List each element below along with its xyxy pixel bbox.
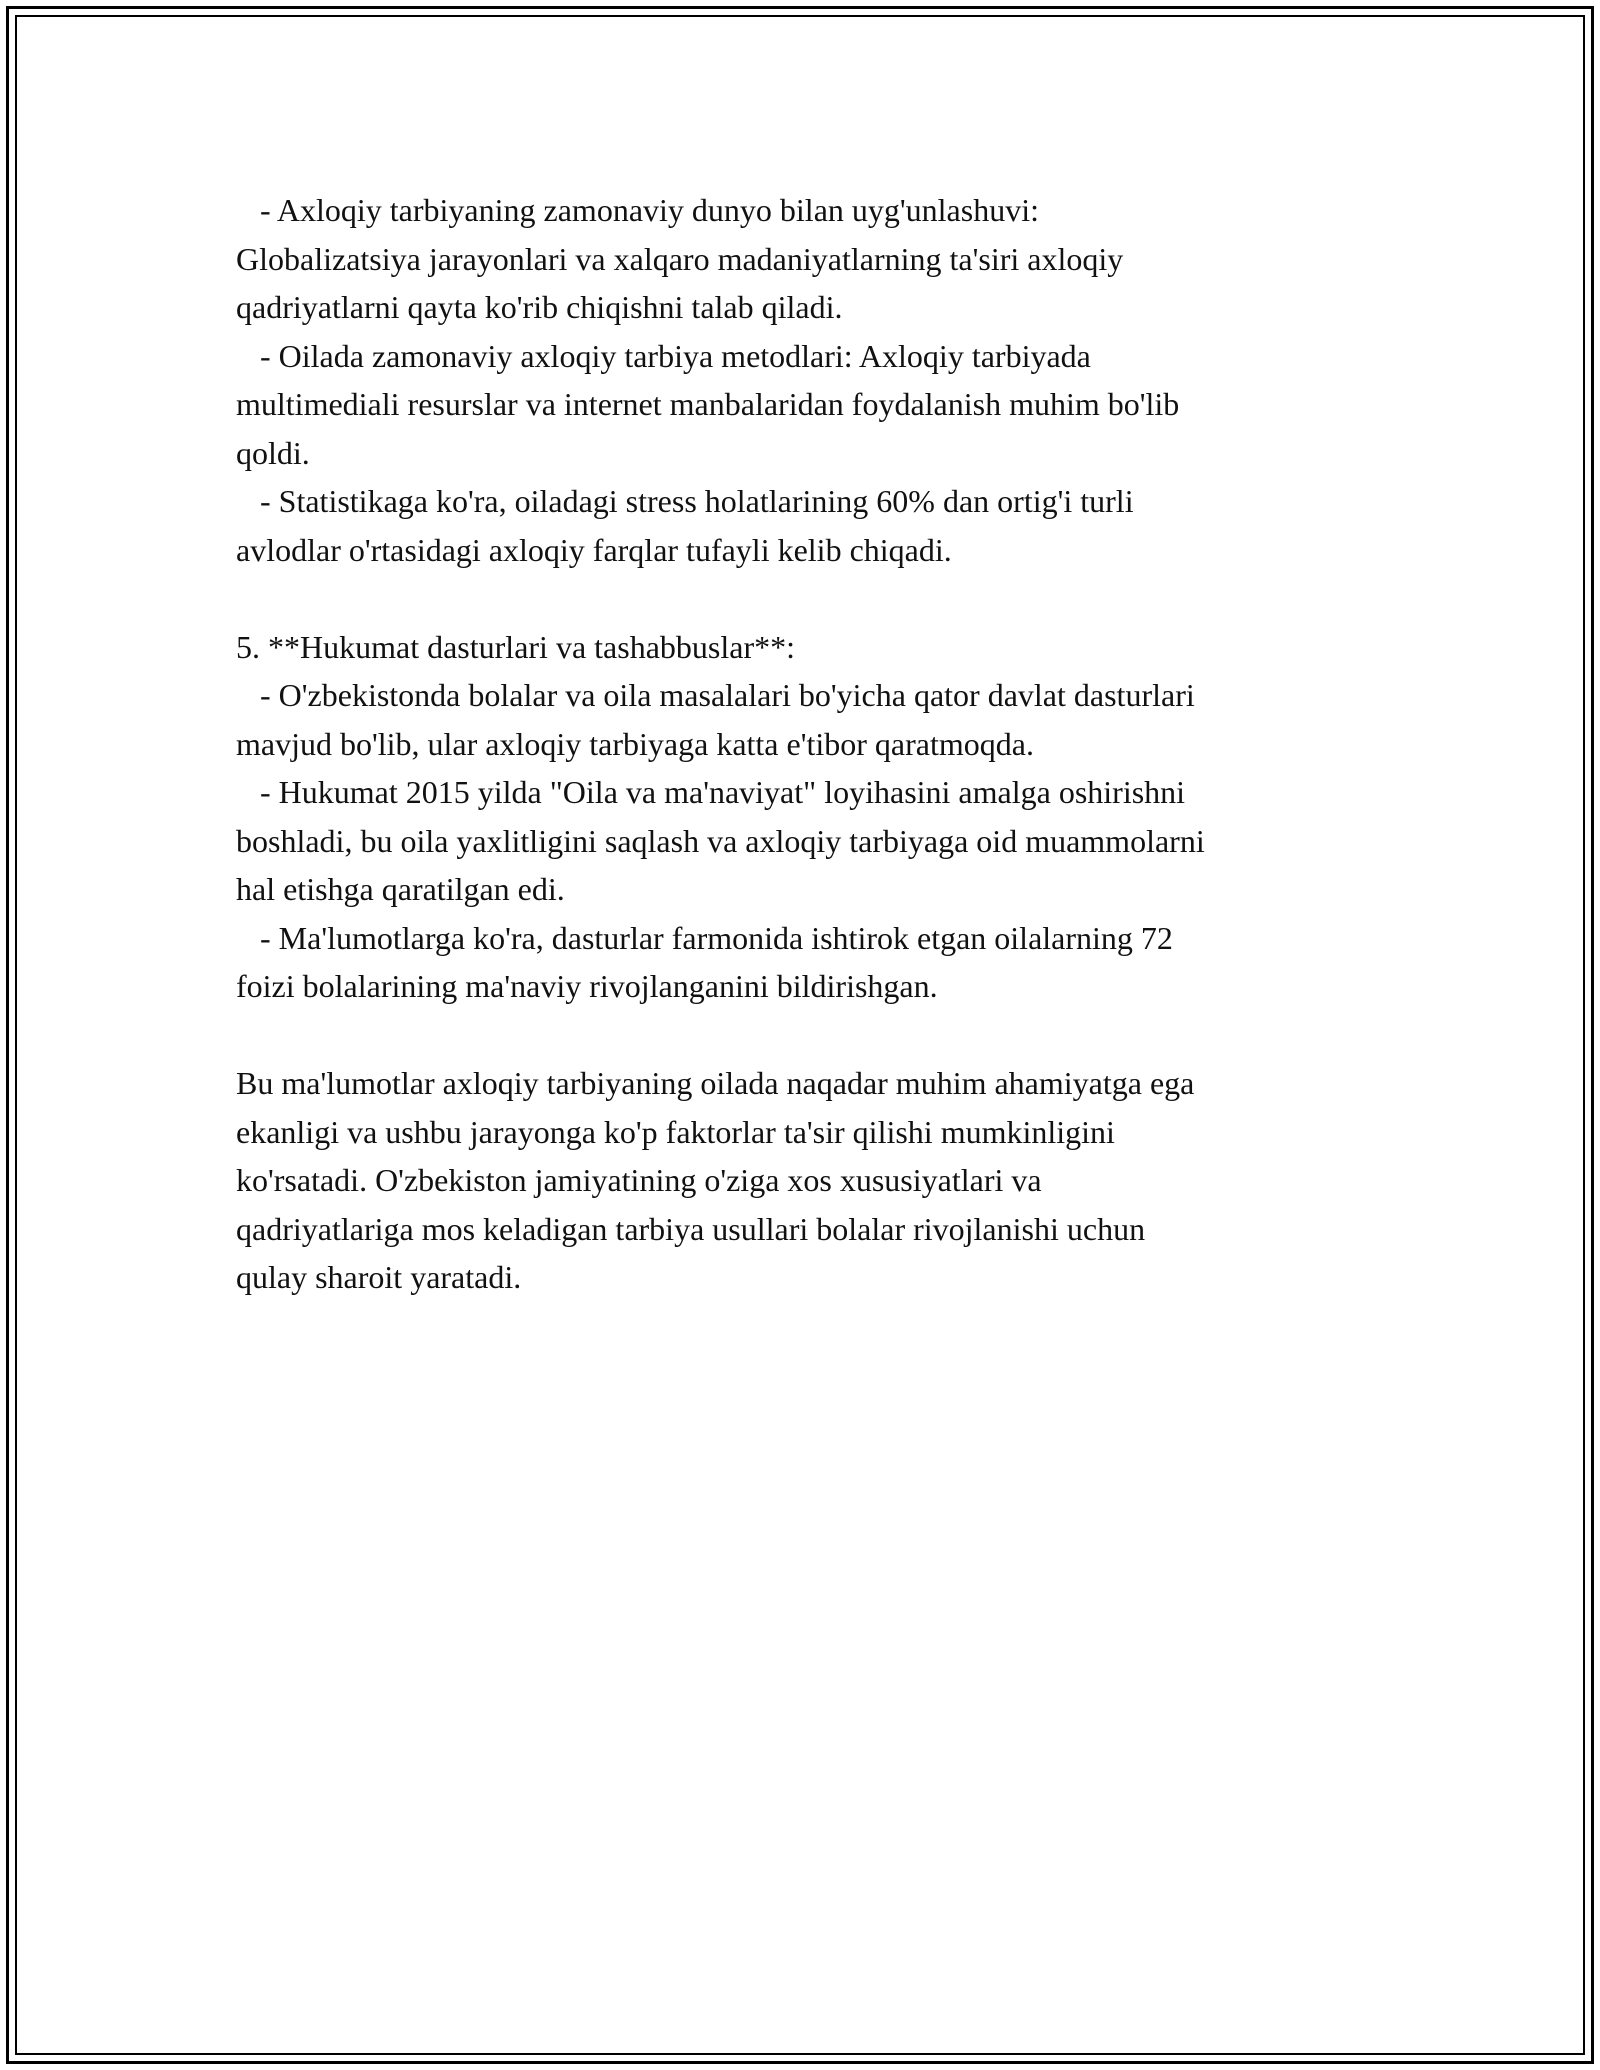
- paragraph-spacer: [236, 1011, 1356, 1060]
- section-heading: 5. **Hukumat dasturlari va tashabbuslar**:: [236, 628, 795, 665]
- text-line: boshladi, bu oila yaxlitligini saqlash va axloqiy tarbiyaga oid muammolarni: [236, 822, 1205, 859]
- text-line: qulay sharoit yaratadi.: [236, 1259, 522, 1295]
- text-line: avlodlar o'rtasidagi axloqiy farqlar tufayli kelib chiqadi.: [236, 531, 952, 568]
- text-line: Bu ma'lumotlar axloqiy tarbiyaning oilada naqadar muhim ahamiyatga ega: [236, 1065, 1195, 1101]
- paragraph-spacer: [236, 574, 1356, 623]
- text-line: ekanligi va ushbu jarayonga ko'p faktorlar ta'sir qilishi mumkinligini: [236, 1113, 1115, 1150]
- text-line: ko'rsatadi. O'zbekiston jamiyatining o'ziga xos xususiyatlari va: [236, 1162, 1042, 1198]
- text-line: - Ma'lumotlarga ko'ra, dasturlar farmonida ishtirok etgan oilalarning 72: [236, 919, 1173, 956]
- text-line: qadriyatlariga mos keladigan tarbiya usullari bolalar rivojlanishi uchun: [236, 1210, 1146, 1247]
- paragraph-conclusion: [236, 1059, 1356, 1302]
- section-government-programs: [236, 623, 1356, 1011]
- text-line: qadriyatlarni qayta ko'rib chiqishni talab qiladi.: [236, 289, 843, 325]
- paragraph-moral-upbringing-modern: [236, 186, 1356, 574]
- text-line: mavjud bo'lib, ular axloqiy tarbiyaga katta e'tibor qaratmoqda.: [236, 725, 1034, 762]
- text-line: - Oilada zamonaviy axloqiy tarbiya metodlari: Axloqiy tarbiyada: [236, 337, 1091, 374]
- text-line: Globalizatsiya jarayonlari va xalqaro madaniyatlarning ta'siri axloqiy: [236, 240, 1124, 277]
- text-line: foizi bolalarining ma'naviy rivojlanganini bildirishgan.: [236, 968, 938, 1004]
- text-line: qoldi.: [236, 434, 310, 471]
- text-line: multimediali resurslar va internet manbalaridan foydalanish muhim bo'lib: [236, 386, 1180, 422]
- text-line: hal etishga qaratilgan edi.: [236, 871, 565, 907]
- text-line: - Axloqiy tarbiyaning zamonaviy dunyo bilan uyg'unlashuvi:: [236, 192, 1039, 228]
- text-line: - Hukumat 2015 yilda "Oila va ma'naviyat" loyihasini amalga oshirishni: [236, 774, 1186, 810]
- text-line: - O'zbekistonda bolalar va oila masalalari bo'yicha qator davlat dasturlari: [236, 677, 1195, 713]
- text-line: - Statistikaga ko'ra, oiladagi stress holatlarining 60% dan ortig'i turli: [236, 483, 1134, 519]
- document-body: [236, 186, 1356, 1302]
